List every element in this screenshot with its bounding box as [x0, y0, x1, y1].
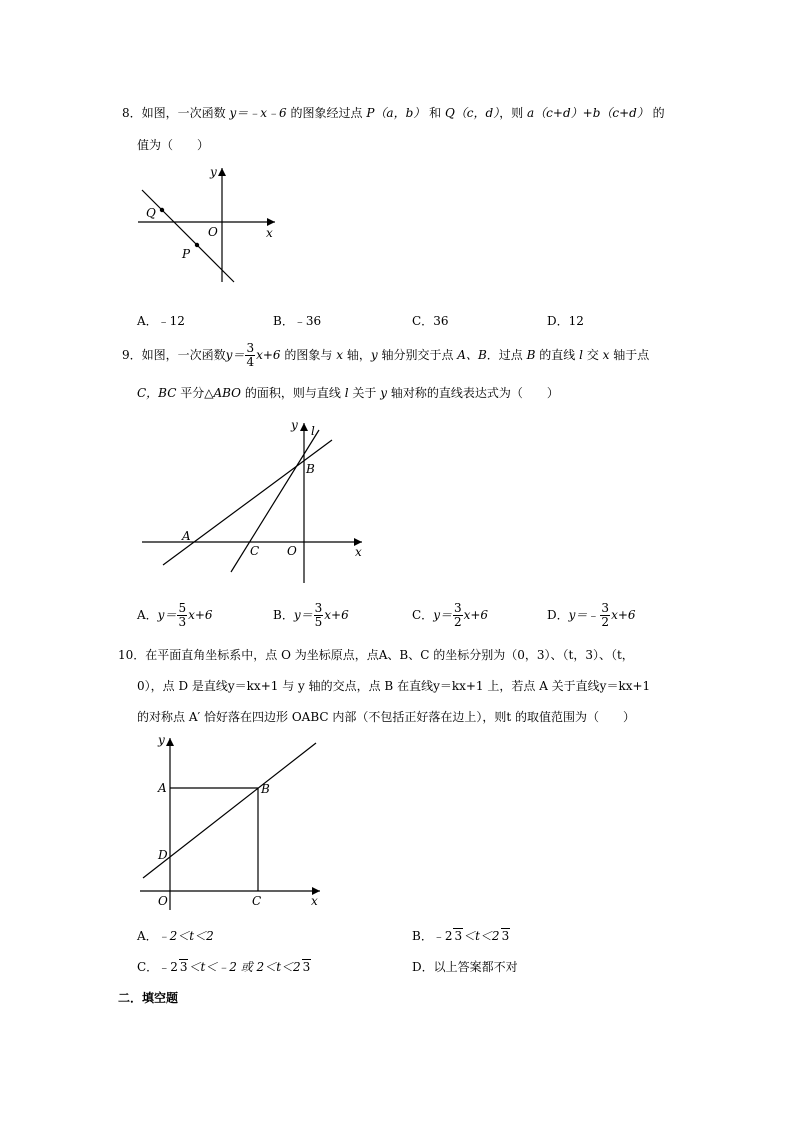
- fraction-denominator: 3: [178, 615, 187, 629]
- fraction-denominator: 4: [246, 355, 255, 369]
- option-tail: x+6: [463, 608, 489, 622]
- q10-origin-label: O: [158, 894, 168, 908]
- q9-text: 轴分别交于点: [381, 348, 454, 362]
- q8-text: 和: [429, 106, 442, 120]
- option-y: y＝: [433, 608, 452, 622]
- q8-function: y＝﹣x﹣6: [229, 106, 287, 120]
- option-fraction: [177, 602, 187, 629]
- option-letter: D．: [547, 608, 569, 622]
- q9-var: y: [370, 348, 378, 362]
- q10-option-d[interactable]: [412, 958, 518, 975]
- q8-text: 的: [652, 106, 665, 120]
- q9-var: x: [602, 348, 610, 362]
- option-sqrt: 3: [179, 960, 188, 974]
- option-letter: C．: [412, 608, 434, 622]
- option-letter: A．: [137, 929, 158, 943]
- q9-var: y: [380, 386, 387, 400]
- q9-fraction: [245, 342, 255, 369]
- q9-line-l: [231, 430, 319, 572]
- q8-number: 8．: [122, 106, 142, 120]
- option-text: ﹣2＜t＜2: [157, 929, 214, 943]
- option-letter: B．: [273, 608, 294, 622]
- q9-option-a[interactable]: [137, 598, 213, 632]
- q9-text: 的图象与: [284, 348, 333, 362]
- q8-y-arrow: [218, 168, 226, 176]
- q9-function-y: y＝: [225, 348, 245, 362]
- fraction-denominator: 2: [453, 615, 462, 629]
- q10-y-arrow: [166, 738, 174, 746]
- q10-stem-line3: 的对称点 A′ 恰好落在四边形 OABC 内部（不包括正好落在边上），则t 的取值范围为（ ）: [137, 710, 636, 724]
- q10-option-b[interactable]: [412, 927, 510, 944]
- q9-text: 的面积，则与直线: [244, 386, 341, 400]
- q9-y-label: y: [291, 418, 298, 432]
- q9-text: 关于: [352, 386, 377, 400]
- q8-graph-line: [142, 190, 234, 282]
- q9-y-arrow: [300, 423, 308, 431]
- q10-number: 10．: [118, 648, 146, 662]
- q9-c-label: C: [250, 544, 260, 558]
- q10-stem-line2: 0），点 D 是直线y＝kx+1 与 y 轴的交点，点 B 在直线y＝kx+1 上，若点 A 关于直线y＝kx+1: [137, 679, 651, 693]
- q8-expression: a（c+d）+b（c+d）: [527, 106, 649, 120]
- q10-option-a[interactable]: [137, 927, 214, 944]
- q9-text: 轴于点: [613, 348, 650, 362]
- q9-var: A、B: [457, 348, 487, 362]
- q9-text: 轴，: [346, 348, 371, 362]
- q9-text: 如图，一次函数: [141, 348, 226, 362]
- option-sign: ﹣: [587, 608, 600, 622]
- q8-point-p-dot: [195, 243, 199, 247]
- q10-option-c[interactable]: [137, 958, 311, 975]
- q10-y-label: y: [158, 733, 165, 747]
- option-letter: B．: [412, 929, 433, 943]
- option-tail: x+6: [188, 608, 213, 622]
- q8-stem-line2: 值为（ ）: [137, 138, 210, 152]
- option-tail: x+6: [324, 608, 349, 622]
- fraction-denominator: 2: [601, 615, 610, 629]
- option-text: ﹣12: [157, 314, 185, 328]
- q9-stem-line2: [137, 384, 559, 401]
- q8-text: 如图，一次函数: [141, 106, 226, 120]
- option-y: y＝: [157, 608, 177, 622]
- q9-option-d[interactable]: [547, 598, 636, 632]
- q9-text: 交: [586, 348, 599, 362]
- q8-y-label: y: [210, 165, 217, 179]
- q9-var: x: [336, 348, 343, 362]
- q9-text: ．过点: [486, 348, 523, 362]
- option-y: y＝: [293, 608, 313, 622]
- option-text: ＜t＜﹣2 或 2＜t＜2: [188, 960, 301, 974]
- q8-point-q-dot: [160, 208, 164, 212]
- option-sqrt: 3: [454, 929, 463, 943]
- q8-figure: [130, 160, 290, 290]
- q8-origin-label: O: [208, 225, 218, 239]
- option-fraction: [314, 602, 324, 629]
- option-text: 12: [568, 314, 584, 328]
- q9-figure: [130, 415, 380, 590]
- q9-option-c[interactable]: [412, 598, 488, 632]
- q10-a-label: A: [158, 781, 167, 795]
- q9-function-tail: x+6: [256, 348, 281, 362]
- fraction-numerator: 5: [178, 601, 187, 615]
- option-fraction: [453, 602, 463, 629]
- q9-var: B: [526, 348, 536, 362]
- fraction-numerator: 3: [314, 601, 323, 615]
- option-letter: C．: [137, 960, 159, 974]
- q9-a-label: A: [182, 529, 191, 543]
- q8-option-b[interactable]: [273, 312, 321, 329]
- q10-stem-line1: [118, 646, 634, 663]
- option-fraction: [600, 602, 610, 629]
- q9-b-label: B: [306, 462, 315, 476]
- q8-option-d[interactable]: [547, 312, 584, 329]
- option-text: ﹣2: [432, 929, 453, 943]
- q10-d-label: D: [158, 848, 168, 862]
- q8-point-p: P（a，b）: [366, 106, 426, 120]
- q8-x-label: x: [266, 226, 273, 240]
- q9-var: l: [579, 348, 583, 362]
- option-tail: x+6: [611, 608, 636, 622]
- section-heading: 二．填空题: [118, 991, 179, 1005]
- option-text: 36: [433, 314, 449, 328]
- q9-number: 9．: [122, 348, 142, 362]
- option-sqrt: 3: [501, 929, 510, 943]
- q8-stem-line1: [122, 104, 665, 121]
- q9-text: 的直线: [539, 348, 576, 362]
- option-text: 以上答案都不对: [433, 960, 518, 974]
- q10-figure: [130, 730, 330, 915]
- q8-x-arrow: [267, 218, 275, 226]
- option-sqrt: 3: [302, 960, 311, 974]
- fraction-numerator: 3: [246, 341, 255, 355]
- fraction-numerator: 3: [601, 601, 610, 615]
- q8-point-q: Q（c，d）: [444, 106, 500, 120]
- fraction-numerator: 3: [453, 601, 462, 615]
- fraction-denominator: 5: [314, 615, 323, 629]
- q8-option-a[interactable]: [137, 312, 185, 329]
- q10-x-label: x: [311, 894, 318, 908]
- q9-option-b[interactable]: [273, 598, 349, 632]
- option-text: ﹣36: [293, 314, 322, 328]
- q9-var: C，BC: [137, 386, 177, 400]
- option-letter: D．: [547, 314, 569, 328]
- q8-option-c[interactable]: [412, 312, 448, 329]
- option-letter: A．: [137, 608, 158, 622]
- q9-origin-label: O: [287, 544, 297, 558]
- q9-var: l: [344, 386, 349, 400]
- q9-stem-line1: [122, 340, 649, 370]
- option-text: ﹣2: [158, 960, 178, 974]
- q8-q-label: Q: [146, 206, 156, 220]
- q8-text: ，则: [499, 106, 524, 120]
- option-text: ＜t＜2: [463, 929, 500, 943]
- q8-p-label: P: [182, 247, 191, 261]
- q10-c-label: C: [252, 894, 262, 908]
- option-letter: D．: [412, 960, 434, 974]
- option-letter: C．: [412, 314, 434, 328]
- q9-l-label: l: [311, 424, 315, 438]
- q9-text: 轴对称的直线表达式为（ ）: [390, 386, 559, 400]
- q9-var: ABO: [213, 386, 242, 400]
- q8-text: 的图象经过点: [290, 106, 363, 120]
- option-letter: A．: [137, 314, 158, 328]
- q10-line-kx: [143, 743, 316, 878]
- option-y: y＝: [568, 608, 588, 622]
- q10-text: 在平面直角坐标系中，点 O 为坐标原点，点A、B、C 的坐标分别为（0，3）、（t，3）、（t，: [145, 648, 634, 662]
- q9-text: 平分△: [180, 386, 214, 400]
- option-letter: B．: [273, 314, 294, 328]
- q10-b-label: B: [261, 782, 270, 796]
- q9-x-label: x: [355, 545, 362, 559]
